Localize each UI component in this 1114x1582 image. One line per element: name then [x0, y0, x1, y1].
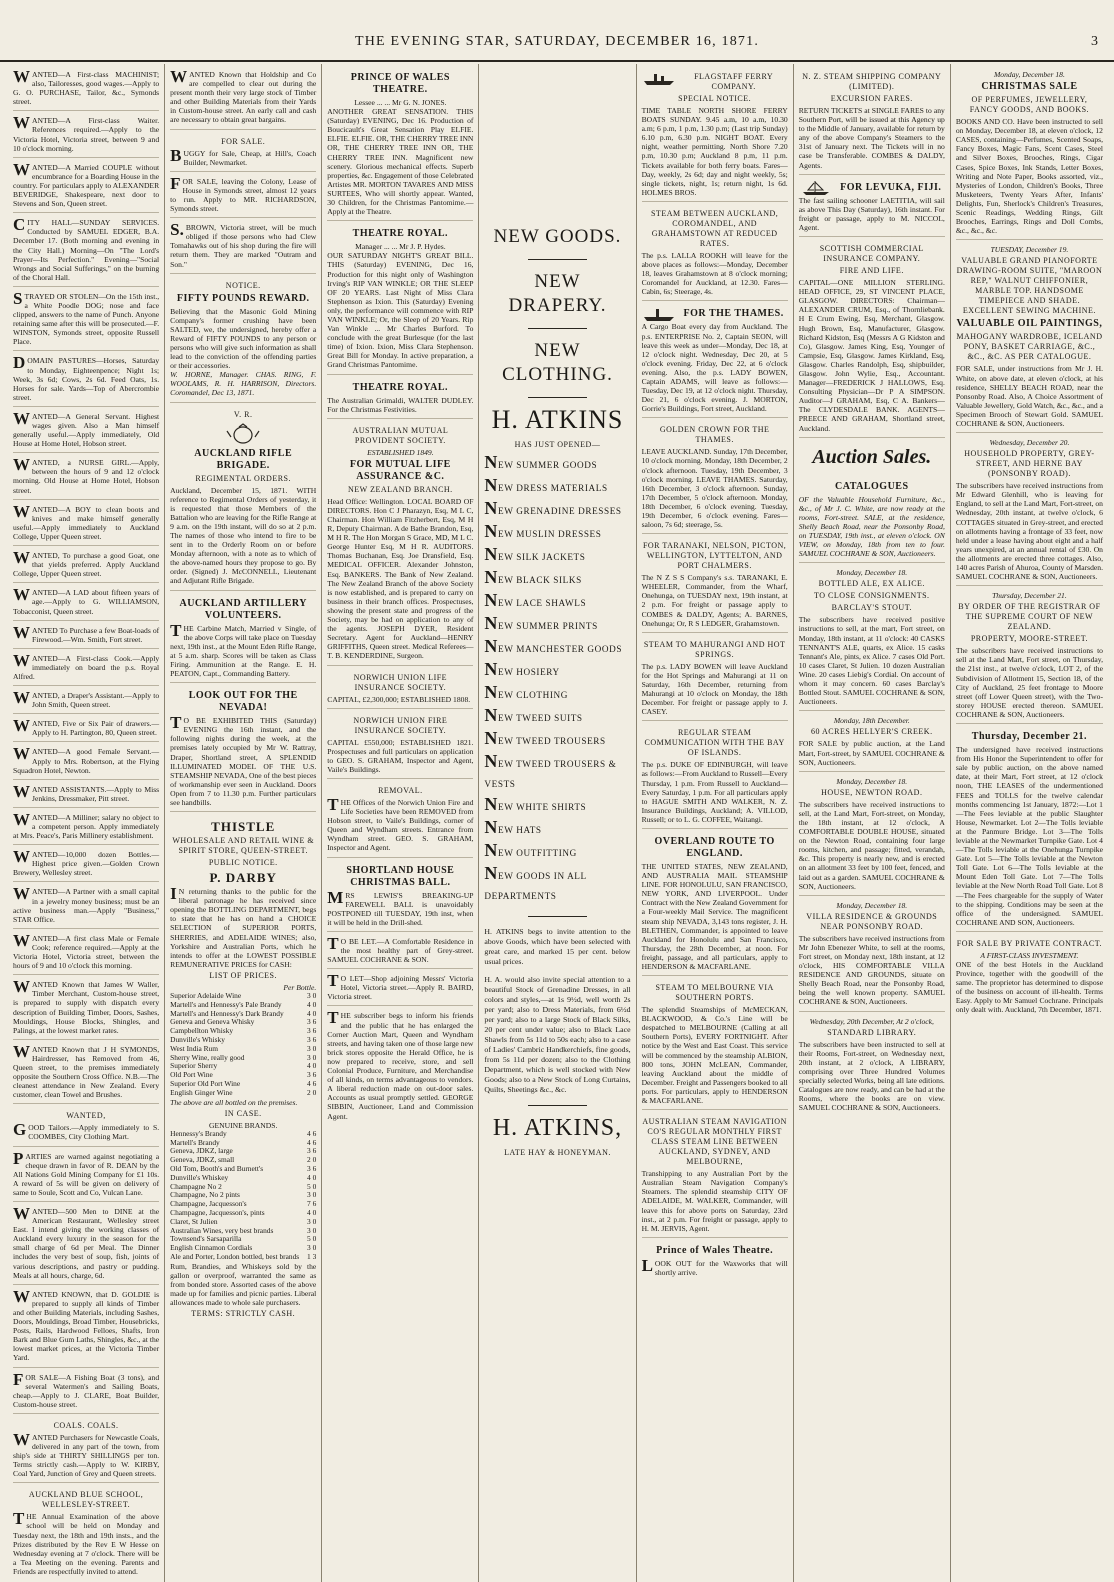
ad-heading: N. Z. STEAM SHIPPING COMPANY (LIMITED).: [802, 72, 942, 91]
ad-australian-steam: AUSTRALIAN STEAM NAVIGATION CO'S REGULAR MONTHLY FIRST CLASS STEAM LINE BETWEEN AUCKLAND, SYDNEY, AND MELBOURNE, Transhipping to any Australian Port by the Australian Steam Navigation Company's Steamers. The splendid steamship CITY OF ADELAIDE, M. WALKER, Commander, will leave this for above ports on Saturday, 23rd inst., at 2 p.m. For freight or passage, apply to H. M. JERVIS, Agent.: [642, 1112, 788, 1238]
price-item: English Ginger Wine: [170, 1087, 233, 1097]
ad-text: WANTED—A Married COUPLE without encumbrance for a Boarding House in the country. For particulars apply to ALEXANDER BEVERIDGE, Shakespeare, next door to Stevens and Son, Queen street.: [13, 159, 160, 209]
price-item: Champagne, Jacquesson's: [170, 1199, 247, 1209]
darby-name: P. DARBY: [209, 870, 277, 886]
price-item: Superior Sherry: [170, 1061, 218, 1071]
steamship-icon: [642, 70, 676, 86]
classified-ad: [13, 1485, 159, 1580]
ad-text: GOOD Tailors.—Apply immediately to S. COOMBES, City Clothing Mart.: [13, 1120, 160, 1142]
price-item: Dunville's Whiskey: [170, 1172, 229, 1182]
price-value: 4 0: [307, 1061, 317, 1071]
ad-flagstaff-ferry: FLAGSTAFF FERRY COMPANY. SPECIAL NOTICE. TIME TABLE NORTH SHORE FERRY BOATS SUNDAY. 9.45 a.m, 10 a.m, 10.30 a.m; 6 p.m, 1 p.m, 1.30 p.m; (Last trip Sunday) 6.10 p.m, 6.30 p.m. NIGHT BOAT. Every night, weather permitting. North Shore 7.20 p.m, 10.30 p.m; Auckland 8 p.m, 11 p.m. Tickets available for both ferry boats. Fares—Day, weekly, 2s 6d; day and night weekly, 5s; single tickets, night, 1s; return night, 1s 6d. HOLMES BROS.: [642, 67, 788, 202]
price-value: 5 0: [307, 1181, 317, 1191]
column-1-wanted-ads: [8, 64, 165, 1582]
ad-text: WANTED To Purchase a few Boat-loads of Firewood.—Wm. Smith, Fort street.: [13, 622, 160, 644]
price-value: 4 0: [307, 1207, 317, 1217]
goods-item: NEW SUMMER GOODS: [484, 452, 598, 472]
ad-heading: AUCKLAND ARTILLERY VOLUNTEERS.: [179, 597, 307, 621]
goods-list: [484, 452, 630, 906]
ad-text: WANTED—A General Servant. Highest wages given. Also a Man himself generally useful.—Apply immediately, Old House at Home Hotel, Hobson street.: [13, 408, 160, 449]
ad-amp-society: AUSTRALIAN MUTUAL PROVIDENT SOCIETY. ESTABLISHED 1849. FOR MUTUAL LIFE ASSURANCE &C. NEW ZEALAND BRANCH. Head Office: Wellington. LOCAL BOARD OF DIRECTORS. Hon C J Pharazyn, Esq, M L C, Chairman. Hon William Fitzherbert, Esq, M H R, Deputy Chairman. A de Bathe Brandon, Esq, M H R. The Hon Morgan S Grace, MD, M L C. George Hunter Esq, M H R. AUDITORS. Thomas Buchanan, Esq. Joe Dransfield, Esq. MEDICAL OFFICER. Alexander Johnston, Esq. BANKERS. The Bank of New Zealand. The New Zealand Branch of the above Society is now established, and is prepared to carry on business in their branch offices. Prospectuses, showing the present state and progress of the Society, may be had on application to any of the agents. JOSEPH DYER, Resident Secretary. Agent for Auckland—HENRY GRIFFITHS, Queen street. Medical Referees—T. B. KENDERDINE, Surgeon.: [327, 421, 473, 666]
columns: [8, 64, 1108, 1576]
ad-heading: CATALOGUES: [835, 480, 909, 492]
divider: [528, 259, 586, 260]
ad-heading: NOTICE.: [225, 280, 261, 290]
price-value: 4 6: [307, 1078, 317, 1088]
price-value: 5 0: [307, 1234, 317, 1244]
ad-heading: STEAM BETWEEN AUCKLAND, COROMANDEL, AND GRAHAMSTOWN AT REDUCED RATES.: [650, 208, 779, 248]
price-value: 3 0: [307, 1243, 317, 1253]
price-value: 2 0: [307, 1087, 317, 1097]
ad-prince-of-wales-theatre: PRINCE OF WALES THEATRE. Lessee ... ... Mr G. N. JONES. ANOTHER GREAT SENSATION. THIS (Saturday) EVENING, Dec 16. Production of Boucicault's Great Sensation Play ELFIE. ELFIE. ELFIE. OR, THE CHERRY TREE INN OR, THE CHERRY TREE INN OR, THE CHERRY TREE INN. Magnificent new scenery. Glorious mechanical effects. Superb properties, &c. Engagement of those Celebrated Artistes MR. MORTON TAVARES AND MISS SURTEES, Who will shortly appear. Wanted, 30 Children, for the Christmas Pantomime.—Apply at the Theatre.: [327, 67, 473, 221]
ad-moore-street: Thursday, December 21. BY ORDER OF THE REGISTRAR OF THE SUPREME COURT OF NEW ZEALAND. PROPERTY, MOORE-STREET. The subscribers have received instructions to sell at the Land Mart, Fort street, on Thursday, the 21st inst., at twelve o'clock, LOT 2, of the Subdivision of Allotment 15, Section 18, of the City of Auckland, 25 feet frontage to Moore street (off Lower Queen street), with the Two-storey HOUSE erected thereon. SAMUEL COCHRANE & SON, Auctioneers.: [956, 588, 1103, 724]
late-hay-honeyman: LATE HAY & HONEYMAN.: [504, 1148, 611, 1157]
ad-catalogues: CATALOGUES OF the Valuable Household Furniture, &c., &c., of Mr J. C. White, are now ready at the rooms, Fort-street. SALE, at the residence, Shelly Beach Road, near the Ponsonby Road, on TUESDAY, 19th inst., at eleven o'clock. ON VIEW, on Monday, 18th from ten to four. SAMUEL COCHRANE & SON, Auctioneers.: [799, 476, 945, 564]
classified-ad: [13, 782, 159, 808]
newspaper-title: THE EVENING STAR, SATURDAY, DECEMBER 16, 1871.: [354, 34, 760, 49]
new-drapery-heading: NEW DRAPERY.: [508, 271, 607, 316]
classified-ad: [13, 744, 159, 779]
ad-heading: FOR SALE.: [221, 136, 266, 146]
steamship-icon: [642, 306, 676, 322]
classified-ad: [13, 623, 159, 649]
ad-pianoforte: TUESDAY, December 19. VALUABLE GRAND PIANOFORTE DRAWING-ROOM SUITE, "MAROON REP," WALNUT CHIFFONIER, MARBLE TOP. HANDSOME TIMEPIECE AND SHADE. EXCELLENT SEWING MACHINE. VALUABLE OIL PAINTINGS, MAHOGANY WARDROBE, ICELAND PONY, BASKET CARRIAGE, &C., &C., &C. AS PER CATALOGUE. FOR SALE, under instructions from Mr J. H. White, on above date, at eleven o'clock, at his residence, SHELLY BEACH ROAD, near the Ponsonby Road. Also, A Choice Assortment of Valuable Jewellery, Gold Watch, &c., &c., and a Specimen Brooch of Stewart Gold. SAMUEL COCHRANE & SON, Auctioneers.: [956, 242, 1103, 433]
page-number: 3: [1091, 34, 1098, 49]
classified-ad: [13, 215, 159, 287]
classified-ad: [13, 847, 159, 882]
goods-item: NEW TWEED TROUSERS: [484, 728, 606, 748]
ad-lease: FOR SALE, leaving the Colony, Lease of House in Symonds street, almost 12 years to run. Apply to MR. RICHARDSON, Symonds street.: [170, 174, 316, 218]
ad-lalla-rookh: STEAM BETWEEN AUCKLAND, COROMANDEL, AND GRAHAMSTOWN AT REDUCED RATES. The p.s. LALLA ROOKH will leave for the above places as follows:—Monday, December 18, leaves Grahamstown at 8 o'clock morning; Coromandel for Auckland, at 12.30. Fares—Cabin, 6s; Steerage, 4s.: [642, 204, 788, 301]
ad-heading: THISTLE: [211, 819, 276, 835]
ad-text: WANTED, a NURSE GIRL.—Apply, between the hours of 9 and 12 o'clock morning. Old House at Home Hotel, Hobson street.: [13, 455, 160, 495]
price-item: West India Rum: [170, 1043, 218, 1053]
atkins-name: H. ATKINS: [491, 405, 624, 434]
ad-holdship: WANTED Known that Holdship and Co are compelled to clear out during the present month their very large stock of Timber and other Building Materials from their Yards in Custom-house street. An early call and cash are necessary to obtain great bargains.: [170, 67, 316, 130]
ad-text: WANTED—A BOY to clean boots and knives and make himself generally useful.—Apply immediately to Auckland College, Upper Queen street.: [13, 501, 160, 541]
goods-item: NEW SUMMER PRINTS: [484, 613, 598, 633]
price-item: Martell's Brandy: [170, 1137, 220, 1147]
classified-ad: [13, 548, 159, 583]
ad-heading: STEAM TO MELBOURNE VIA SOUTHERN PORTS.: [655, 983, 774, 1003]
goods-item: NEW TWEED SUITS: [484, 705, 583, 725]
masthead: [0, 0, 1114, 62]
ad-text: WANTED Known that J H SYMONDS, Hairdresser, has Removed from 46, Queen street, to the premises immediately opposite the Southern Cross Office. N.B.—The cleanest attendance in New Zealand. Every customer, clean Towel and Brushes.: [13, 1041, 160, 1100]
ad-text: WANTED—A Partner with a small capital in a jewelry money business; must be an active business man.—Apply "Business," STAR Office.: [13, 884, 160, 924]
ad-heading: HOUSE, NEWTON ROAD.: [821, 787, 923, 797]
ad-heading: FOR THE THAMES.: [683, 308, 784, 320]
column-5-shipping: [637, 64, 794, 1582]
ad-sibbin: THE subscriber begs to inform his friends and the public that he has enlarged the Corner Auction Mart, Queen and Wyndham streets, and having taken one of those large new brick stores opposite the Herald Office, he is now prepared to receive, store, and sell Colonial Produce, Furniture, and Merchandise of all kinds, on terms advantageous to vendors. A liberal reduction made on out-door sales. Accounts as usual promptly settled. GEORGE SIBBIN, Auctioneer, Land and Commission Agent.: [327, 1008, 474, 1121]
price-item: Champagne, Jacquesson's, pints: [170, 1207, 265, 1217]
price-item: Superior Adelaide Wine: [170, 991, 242, 1000]
ad-heading: BOTTLED ALE, EX ALICE.: [818, 579, 925, 589]
ad-text: WANTED—A First-class MACHINIST; also, Tailoresses, good wages.—Apply to G. O. PURCHASE, Tailor, &c., Symonds street.: [13, 67, 160, 107]
ad-heading: LOOK OUT FOR THE NEVADA!: [188, 690, 298, 714]
column-6: [794, 64, 951, 1582]
ad-heading: REMOVAL.: [378, 785, 423, 795]
ad-text: PARTIES are warned against negotiating a cheque drawn in favor of R. DEAN by the All Nations Gold Mining Company for £1 10s. A reward of 5s will be given on delivery of same to Soule, Scott and Co, Vulcan Lane.: [13, 1148, 160, 1197]
price-value: 3 0: [307, 1043, 317, 1053]
ad-thistle-store: THISTLE WHOLESALE AND RETAIL WINE & SPIRIT STORE, QUEEN-STREET. PUBLIC NOTICE. P. DARBY IN returning thanks to the public for the liberal patronage he has received since opening the BOTTLING DEPARTMENT, begs to state that he has on hand a CHOICE SELECTION of SUPERIOR PORTS, SHERRIES, and ADELAIDE WINES; also, Yorkshire and Australian Ports, which he intends to offer at the LOWEST POSSIBLE REMUNERATIVE PRICES for CASH: LIST OF PRICES. Per Bottle. Superior Adelaide Wine 3 0 Martell's and Hennessy's Pale Brandy 4 0 Martell's and Hennessy's Dark Brandy 4 0 Geneva and Geneva Whisky 3 6 Campbellton Whisky 3 6 Dunville's Whisky 3 6 West India Rum 3 0 Sherry Wine, really good 3 0 Superior Sherry 4 0 Old Port Wine 3 6 Superior Old Port Wine 4 6 English Ginger Wine 2 0 The above are all bottled on the premises. IN CASE. GENUINE BRANDS. Hennessy's Brandy 4 6 Martell's Brandy 4 6 Geneva, JDKZ, large 3 6 Geneva, JDKZ, small 2 0 Old Tom, Booth's and Burnett's 3 6 Dunville's Whiskey 4 0 Champagne No 2 5 0 Champagne, No 2 pints 3 0 Champagne, Jacquesson's 7 6 Champagne, Jacquesson's, pints 4 0 Claret, St Julien 3 0 Australian Wines, very best brands 3 0 Townsend's Sarsaparilla 5 0 English Cinnamon Cordials 3 0 Ale and Porter, London bottled, best brands 1 3 Rum, Brandies, and Whiskeys sold by the gallon or overproof, warranted the same as from bonded store. Assorted cases of the above made up for families and picnic parties. Liberal allowances made to whole sale purchasers. TERMS: STRICTLY CASH.: [170, 819, 317, 1319]
ad-buggy: FOR SALE. BUGGY for Sale, Cheap, at Hill's, Coach Builder, Newmarket.: [170, 132, 316, 172]
goods-item: NEW MANCHESTER GOODS: [484, 636, 623, 656]
column-7: [951, 64, 1108, 1582]
classified-ad: [13, 1416, 159, 1483]
ad-text: WANTED KNOWN, that D. GOLDIE is prepared to supply all kinds of Timber and other Building Materials, including Sashes, Doors, Mouldings, Broad Timber, Housebricks, Posts, Rails, Hardwood Felloes, Shafts, Iron Bark and Blue Gum Laths, Shingles, &c., at the lowest market prices, at the Victoria Timber Yard.: [13, 1286, 160, 1363]
royal-crest-icon: [225, 423, 261, 445]
ad-text: DOMAIN PASTURES—Horses, Saturday to Monday, Eighteenpence; Night 1s; Week, 3s 6d; Cows, 2s 6d. Feed Oats, 1s. Horses for sale. Yards—Top of Abercrombie street.: [13, 353, 160, 402]
goods-item: NEW OUTFITTING: [484, 840, 577, 860]
classified-ad: [13, 67, 159, 111]
ad-text: STRAYED OR STOLEN—On the 15th inst., a White Poodle DOG; nose and face clipped, answers to the name of Punch. Anyone retaining same after this will be prosecuted.—F. WINSTON, Symonds street, opposite Russell Place.: [13, 288, 160, 347]
price-item: Ale and Porter, London bottled, best brands: [170, 1251, 300, 1261]
price-item: Martell's and Hennessy's Pale Brandy: [170, 999, 282, 1009]
ad-overland-route: OVERLAND ROUTE TO ENGLAND. THE UNITED STATES, NEW ZEALAND, AND AUSTRALIA MAIL STEAMSHIP LINE. FOR HONOLULU, SAN FRANCISCO, NEW YORK, AND LIVERPOOL. Under Contract with the New Zealand Government for a Four-weekly Mail Service. The magnificent steam ship NEVADA, 3,143 tons register, J. H. BLETHEN, Commander, is appointed to leave Auckland for Honolulu and San Francisco, Thursday, the 28th December, at noon. For freight, passage, and all particulars, apply to HENDERSON & MACFARLANE.: [642, 831, 788, 976]
new-clothing-heading: NEW CLOTHING.: [502, 340, 613, 385]
price-value: 2 0: [307, 1155, 317, 1165]
goods-item: NEW HOSIERY: [484, 659, 560, 679]
classified-ad: [13, 1042, 159, 1105]
classified-ad: [13, 1149, 159, 1202]
ad-text: WANTED, Five or Six Pair of drawers.—Apply to H. Partington, 80, Queen street.: [13, 716, 160, 738]
classified-ad: [13, 113, 159, 157]
classified-ad: [13, 1287, 159, 1368]
goods-item: NEW GRENADINE DRESSES: [484, 498, 622, 518]
price-value: 3 6: [307, 1034, 317, 1044]
price-value: 3 6: [307, 1163, 317, 1173]
divider: [528, 397, 586, 398]
price-value: 4 0: [307, 1172, 317, 1182]
price-row: [170, 1089, 316, 1098]
ad-mahurangi: STEAM TO MAHURANGI AND HOT SPRINGS. The p.s. LADY BOWEN will leave Auckland for the Hot Springs and Mahurangi at 11 on Saturday, 16th December, returning from Mahurangi at 10 o'clock on Monday, the 18th December. For freight or passage apply to J. CASEY.: [642, 635, 788, 722]
ad-heading: THEATRE ROYAL.: [352, 228, 449, 240]
price-item: Sherry Wine, really good: [170, 1052, 245, 1062]
classified-ad: [13, 409, 159, 453]
ad-heading: Prince of Wales Theatre.: [656, 1244, 774, 1256]
goods-item: NEW DRESS MATERIALS: [484, 475, 608, 495]
price-value: 3 0: [307, 1216, 317, 1226]
ad-heading: FIFTY POUNDS REWARD.: [176, 292, 310, 304]
ad-text: WANTED—A First-class Waiter. References required.—Apply to the Victoria Hotel, Victoria street, between 9 and 10 o'clock morning.: [13, 113, 160, 153]
new-goods-heading: NEW GOODS.: [493, 226, 622, 247]
price-item: English Cinnamon Cordials: [170, 1243, 253, 1253]
goods-item: NEW MUSLIN DRESSES: [484, 521, 602, 541]
ad-nevada-model: LOOK OUT FOR THE NEVADA! TO BE EXHIBITED THIS (Saturday) EVENING the 16th instant, and the following nights during the week, at the premises lately occupied by Mr W. Rattray, Draper, Shortland street, A SPLENDID ILLUMINATED MODEL OF THE U.S. STEAMSHIP NEVADA, One of the best pieces of workmanship ever seen in Auckland. Doors Open from 7 to 11.30 p.m. Further particulars see handbills.: [170, 685, 316, 812]
ad-heading: FLAGSTAFF FERRY COMPANY.: [694, 72, 774, 91]
ad-scottish-insurance: SCOTTISH COMMERCIAL INSURANCE COMPANY. FIRE AND LIFE. CAPITAL—ONE MILLION STERLING. HEAD OFFICE, 29, ST VINCENT PLACE, GLASGOW. DIRECTORS: Chairman—ALEXANDER CRUM, Esq., of Thornliebank. H E Crum Ewing, Esq, Merchant, Glasgow. Hugh Brown, Esq, Manufacturer, Glasgow. Richard Kidston, Esq (Messrs A G Kidston and Co), Glasgow. James King, Esq, Younger of Campsie, Esq, Glasgow. James Kirkland, Esq, Glasgow. Charles Randolph, Esq, shipbuilder, Glasgow. John Wylie, Esq., Accountant. Manager—FREDERICK J HALLOWS, Esq. Consulting Physician—Dr P A SIMPSON. Auditor—J GRAHAM, Esq, C A. Bankers—The CLYDESDALE BANK. AGENTS—PREECE AND GRAHAM, Shortland street, Auckland.: [799, 239, 945, 438]
ad-tolls-leases: Thursday, December 21. The undersigned have received instructions from His Honor the Superintendent to offer for sale by public auction, on the above named date, at their Mart, Fort street, at 12 o'clock noon, THE LEASES of the undermentioned FEES and TOLLS for the twelve calendar months commencing 1st January, 1872:—Lot 1—The Fees leviable at the public Slaughter House, Newmarket. Lot 2—The Tolls leviable at the Panmure Bridge. Lot 3—The Tolls leviable at the Newmarket Turnpike Gate. Lot 4—The Tolls leviable at the Onehunga Turnpike Gate. Lot 5—The Tolls leviable at the Newton Toll Gate. Lot 6—The Tolls leviable at the Mount Eden Toll Gate. Lot 7—The Tolls leviable at the New North Road Toll Gate. Lot 8—The Fees chargeable for the supply of Water to the shipping. Conditions may be seen at the office of the undersigned. SAMUEL COCHRANE AND SON, Auctioneers.: [956, 726, 1103, 932]
price-value: 3 0: [307, 1052, 317, 1062]
price-value: 3 6: [307, 1070, 317, 1080]
classified-ad: [13, 585, 159, 620]
price-value: 4 0: [307, 1008, 317, 1018]
goods-item: NEW HATS: [484, 817, 542, 837]
goods-item: NEW SILK JACKETS: [484, 544, 586, 564]
ad-thames: FOR THE THAMES. A Cargo Boat every day from Auckland. The p.s. ENTERPRISE No. 2, Captain SEON, will leave this week as under—Monday, Dec 18, at 12 o'clock night. Wednesday, Dec 20, at 5 o'clock evening. Friday, Dec 22, at 6 o'clock evening. Also, the p.s. LADY BOWEN, Captain ADAMS, will leave as follows:—Tuesday, Dec 19, at 12 o'clock night. Thursday, Dec 21, 6 o'clock evening. J. MORTON, Gorrie's Buildings, Fort street, Auckland.: [642, 303, 788, 418]
ad-heading: WANTED,: [66, 1111, 106, 1121]
price-value: 3 0: [307, 1225, 317, 1235]
ad-norwich-fire: NORWICH UNION FIRE INSURANCE SOCIETY. CAPITAL £550,000; ESTABLISHED 1821. Prospectuses and full particulars on application to GEO. S. GRAHAM, Inspector and Agent, Vaile's Buildings.: [327, 711, 473, 779]
sailing-ship-icon: [799, 180, 833, 196]
ad-waxworks: Prince of Wales Theatre. LOOK OUT for the Waxworks that will shortly arrive.: [641, 1244, 788, 1277]
column-3: [322, 64, 479, 1582]
price-value: 3 6: [307, 1026, 317, 1036]
ad-heading: STEAM TO MAHURANGI AND HOT SPRINGS.: [643, 639, 786, 659]
ad-bottled-ale: Monday, December 18. BOTTLED ALE, EX ALICE. TO CLOSE CONSIGNMENTS. BARCLAY'S STOUT. The subscribers have received positive instructions to sell, at the mart, Fort street, on Monday, 18th instant, at 11 o'clock: 40 CASKS TENNANT'S ALE, quarts, ex Alice. 15 casks Tennant's Ale, pints, ex Alice. 7 cases Old Port. 10 cases Claret, St Julien. 10 dozen Australian Wine. 20 cases Liebig's Cordial. On account of whom it may concern. 60 cases Barclay's Bottled Stout. SAMUEL COCHRANE & SON, Auctioneers.: [799, 565, 945, 711]
price-value: 3 0: [307, 1190, 317, 1200]
ad-heading: AUCKLAND RIFLE BRIGADE.: [194, 447, 293, 471]
atkins-name-footer: H. ATKINS,: [492, 1115, 623, 1141]
ad-text: WANTED—500 Men to DINE at the American Restaurant, Wellesley street East. I intend giving the working classes of Auckland every luxury in the season for the small charge of 6d per Meal. The Dinner includes the very best of soup, fish, joints of various descriptions, and pastry or pudding. Meals at all hours, charge, 6d.: [13, 1204, 160, 1280]
ad-text: WANTED Known that James W Waller, Timber Merchant, Custom-house street, is prepared to supply with dispatch every description of Building Timber, Doors, Sashes, Mouldings, House Blocks, Shingles, and Palings, at the lowest market rates.: [13, 977, 160, 1035]
classified-ad: [13, 455, 159, 499]
ad-heading: NORWICH UNION LIFE INSURANCE SOCIETY.: [353, 672, 448, 692]
column-2: [165, 64, 322, 1582]
classified-ad: [13, 884, 159, 928]
ad-heading: AUSTRALIAN MUTUAL PROVIDENT SOCIETY.: [352, 425, 449, 445]
price-value: 3 6: [307, 1017, 317, 1027]
price-item: Geneva, JDKZ, small: [170, 1155, 235, 1165]
divider: [528, 916, 586, 917]
classified-ad: [13, 289, 159, 352]
ad-to-let-shop: TO LET—Shop adjoining Messrs' Victoria Hotel, Victoria street.—Apply R. BAIRD, Victoria street.: [327, 971, 473, 1006]
goods-item: NEW BLACK SILKS: [484, 567, 582, 587]
goods-item: NEW TWEED TROUSERS & VESTS: [484, 751, 617, 789]
classified-ad: [13, 1370, 159, 1414]
classified-ad: [13, 502, 159, 546]
price-item: Hennessy's Brandy: [170, 1128, 227, 1138]
ad-heading: VALUABLE GRAND PIANOFORTE DRAWING-ROOM SUITE, "MAROON REP," WALNUT CHIFFONIER, MARBLE TOP. HANDSOME TIMEPIECE AND SHADE. EXCELLENT SEWING MACHINE.: [956, 256, 1103, 316]
goods-item: NEW WHITE SHIRTS: [484, 794, 587, 814]
ad-text: FOR SALE—A Fishing Boat (3 tons), and several Watermen's and Sailing Boats, cheap.—Apply to J. CLARE, Boat Builder, Custom-house street.: [13, 1369, 160, 1409]
price-item: Australian Wines, very best brands: [170, 1225, 274, 1235]
classified-ad: [13, 931, 159, 975]
ad-nz-steam-shipping: N. Z. STEAM SHIPPING COMPANY (LIMITED). EXCURSION FARES. RETURN TICKETS at SINGLE FARES to any Southern Port, will be issued at this Agency up to the Middle of January, available for return by any of the above Company's Steamers to the 31st of January next. The Tickets will in no case be Transferable. COMBES & DALDY, Agents.: [799, 67, 945, 175]
price-item: Old Tom, Booth's and Burnett's: [170, 1163, 264, 1173]
classified-ad: [13, 353, 159, 406]
ad-private-contract: FOR SALE BY PRIVATE CONTRACT. A FIRST-CLASS INVESTMENT. ONE of the best Hotels in the Auckland Province, together with the goodwill of the same. The proprietor has determined to dispose of the business on account of ill-health. Terms Easy. Apply to Mr Samuel Cochrane. Principals only dealt with. Auckland, 7th December, 1871.: [955, 938, 1103, 1015]
price-item: Townsend's Sarsaparilla: [170, 1234, 242, 1244]
ad-heading: VILLA RESIDENCE & GROUNDS NEAR PONSONBY ROAD.: [806, 911, 938, 931]
classified-ad: [13, 1106, 159, 1146]
ad-heading: OVERLAND ROUTE TO ENGLAND.: [654, 835, 775, 859]
ad-heading: FOR LEVUKA, FIJI.: [840, 181, 942, 193]
ad-text: WANTED—A First-class Cook.—Apply immediately on board the p.s. Royal Alfred.: [13, 650, 160, 681]
price-item: Champagne, No 2 pints: [170, 1190, 240, 1200]
ad-heading: COALS. COALS.: [53, 1420, 119, 1430]
price-item: Martell's and Hennessy's Dark Brandy: [170, 1008, 284, 1018]
ad-christmas-sale: Monday, December 18. CHRISTMAS SALE OF PERFUMES, JEWELLERY, FANCY GOODS, AND BOOKS. BOOKS AND CO. Have been instructed to sell on Monday, December 18, at eleven o'clock, 12 CASES, containing—Perfumes, Scented Soaps, Fancy Boxes, Magic Fans, Scent Cases, Steel and Silver Boxes, Brooches, Rings, Cigar Cases, Spice Boxes, Ink Stands, Letter Boxes, Writing and Note Paper, Books assorted, viz., Mysteries of London, Children's Books, Three Musketeers, Twenty Years After, Infants' Delights, Fun, Sherlock's Children's Treasures, Scenic Readings, Wedding Rings, Gilt Brooches, Earrings, Rings and Doll Combs, &c., &c., &c.: [956, 67, 1103, 240]
ad-heading: THEATRE ROYAL.: [352, 381, 449, 393]
vr-monogram: V. R.: [233, 409, 253, 419]
ad-heading: FOR TARANAKI, NELSON, PICTON, WELLINGTON, LYTTELTON, AND PORT CHALMERS.: [642, 541, 787, 571]
ad-text: WANTED—A first class Male or Female Cook; reference required.—Apply at the Victoria Hotel, Victoria street, between the hours of 9 and 10 o'clock this morning.: [13, 930, 160, 971]
case-price-list: [170, 1130, 316, 1262]
price-value: 1 3: [307, 1251, 317, 1261]
ad-text: WANTED, To purchase a good Goat, one that yields preferred. Apply Auckland College, Upper Queen street.: [13, 548, 160, 579]
price-item: Campbellton Whisky: [170, 1026, 234, 1036]
ad-text: WANTED, a Draper's Assistant.—Apply to John Smith, Queen street.: [13, 688, 160, 710]
ad-villa-residence: Monday, December 18. VILLA RESIDENCE & GROUNDS NEAR PONSONBY ROAD. The subscribers have received instructions from Mr John Ebenezer White, to sell at the rooms, Fort street, on Monday next, 18th instant, at 12 o'clock, HIS COMFORTABLE VILLA RESIDENCE AND GROUNDS, situate on Shelly Beach Road, near the Ponsonby Road, being the well known property. SAMUEL COCHRANE & SON, Auctioneers.: [799, 898, 945, 1012]
ad-heading: Thursday, December 21.: [971, 731, 1088, 743]
price-item: Geneva and Geneva Whisky: [170, 1017, 255, 1027]
price-item: Champagne No 2: [170, 1181, 222, 1191]
ad-rifle-brigade: V. R. AUCKLAND RIFLE BRIGADE. REGIMENTAL ORDERS. Auckland, December 15, 1871. WITH reference to Regimental Orders of yesterday, it is requested that those Members of the Battalion who are leaving for the Rifle Range at 9 a.m. on the 19th instant, will do so at 2 p.m. The names of those who intend to fire to be sent in to the Orderly Room on or before Monday afternoon, with a note as to which of the above-named hours they propose to go. By order. (Signed) J. McCONNELL, Lieutenant and Adjutant Rifle Brigade.: [170, 405, 316, 591]
ad-text: WANTED Purchasers for Newcastle Coals, delivered in any part of the town, from ship's side at THIRTY SHILLINGS per ton. Terms strictly cash.—Apply to W. KIRBY, Coal Yard, Junction of Grey and Queen streets.: [13, 1429, 160, 1479]
ad-theatre-royal: THEATRE ROYAL. Manager ... ... Mr J. P. Hydes. OUR SATURDAY NIGHT'S GREAT BILL. THIS (Saturday) EVENING, Dec 16, Production for this night only of Washington Irving's RIP VAN WINKLE; OR THE SLEEP OF 20 YEARS. Last Night of Miss Clara Stephenson as Ixion. This (Saturday) Evening only, the performance will commence with RIP VAN WINKLE; Or, the Sleep of 20 Years. Rip Van Winkle ... Mr Charles Burford. To conclude with the great Burlesque (for the last time) of Ixion. Ixion, Miss Clara Stephenson. Great Bill for Monday. In active preparation, a Grand Christmas Pantomime.: [327, 223, 473, 374]
price-value: 7 6: [307, 1199, 317, 1209]
ad-newton-road: Monday, December 18. HOUSE, NEWTON ROAD. The subscribers have received instructions to sell, at the Land Mart, Fort-street, on Monday, the 18th instant, at 12 o'clock, A COMFORTABLE DOUBLE HOUSE, situated on the Newton Road, containing four large rooms, kitchen, and passage; fitted, verandah, &c. This property is nearly new, and is erected on an allotment 33 feet by 100 feet, fenced, and laid out as a garden. SAMUEL COCHRANE & SON, Auctioneers.: [799, 774, 945, 896]
ad-text: CITY HALL—SUNDAY SERVICES. Conducted by SAMUEL EDGER, B.A. December 17. (Both morning and evening in the City Hall.) Morning—On "The Lord's Prayer—Its Perfection." Evening—"Social Wrongs and Social Sufferings," on the burning of the Choral Hall.: [13, 215, 160, 282]
price-value: 3 6: [307, 1146, 317, 1156]
ad-standard-library: Wednesday, 20th December, At 2 o'clock, STANDARD LIBRARY. The subscribers have been instructed to sell at their Rooms, Fort-street, on Wednesday next, 20th instant, at 2 o'clock, A LIBRARY, comprising over Three Hundred Volumes specially selected Works, being all late editions. Catalogues are now ready, and can be had at the Rooms, where the books are on view. SAMUEL COCHRANE & SON, Auctioneers.: [798, 1016, 945, 1113]
ad-to-let: TO BE LET.—A Comfortable Residence in the most healthy part of Grey-street. SAMUEL COCHRANE & SON.: [327, 934, 473, 969]
ad-text: WANTED—A good Female Servant.—Apply to Mrs. Robertson, at the Flying Squadron Hotel, Newton.: [13, 744, 160, 775]
ad-heading: 60 ACRES HELLYER'S CREEK.: [810, 727, 933, 737]
price-item: Superior Old Port Wine: [170, 1078, 241, 1088]
classified-ad: [13, 651, 159, 686]
ad-bay-of-islands: REGULAR STEAM COMMUNICATION WITH THE BAY OF ISLANDS. The p.s. DUKE OF EDINBURGH, will leave as follows:—From Auckland to Russell—Every Thursday, 1 p.m. From Russell to Auckland—Every Saturday, 1 p.m. For all particulars apply to HAGUE SMITH AND WALKER, N. Z. Insurance Buildings, Auckland; A. VILLOD, Russell; or to L. G. COFFEE, Waitangi.: [642, 723, 788, 829]
ad-heading: SHORTLAND HOUSE CHRISTMAS BALL.: [346, 864, 455, 888]
goods-item: NEW CLOTHING: [484, 682, 568, 702]
ad-heading: AUCKLAND BLUE SCHOOL, WELLESLEY-STREET.: [28, 1490, 144, 1510]
column-4-atkins: NEW GOODS. NEW DRAPERY. NEW CLOTHING. H. ATKINS HAS JUST OPENED— NEW SUMMER GOODS NEW DRESS MATERIALS NEW GRENADINE DRESSES NEW MUSLIN DRESSES NEW SILK JACKETS NEW BLACK SILKS NEW LACE SHAWLS NEW SUMMER PRINTS NEW MANCHESTER GOODS NEW HOSIERY NEW CLOTHING NEW TWEED SUITS NEW TWEED TROUSERS NEW TWEED TROUSERS & VESTS NEW WHITE SHIRTS NEW HATS NEW OUTFITTING NEW GOODS IN ALL DEPARTMENTS H. ATKINS begs to invite attention to the above Goods, which have been selected with great care, and marked 15 per cent. below usual prices. H. A. would also invite special attention to a beautiful Stock of Grenadine Dresses, in all colors and styles,—at 1s 9½d, well worth 2s per yard; also to Dress Materials, from 6½d per yard; also to a large Stock of Black Silks, 20 per cent under value; also to Black Lace Shawls from 5s 11d to 50s each; also to a case of Ladies' Cambric Handkerchiefs, fine goods, from 5s 11d per dozen; also to the Clothing Department, which is well stocked with New Goods; also to a New Stock of Long Curtains, Quilts, Sheetings &c., &c. H. ATKINS, LATE HAY & HONEYMAN.: [479, 64, 636, 1582]
classified-ad: [13, 977, 159, 1040]
ad-text: WANTED ASSISTANTS.—Apply to Miss Jenkins, Dressmaker, Pitt street.: [13, 781, 160, 803]
ad-heading: CHRISTMAS SALE: [981, 81, 1078, 93]
divider: [528, 1105, 586, 1106]
ad-heading: PRINCE OF WALES THEATRE.: [350, 72, 450, 95]
goods-item: NEW GOODS IN ALL DEPARTMENTS: [484, 863, 587, 901]
price-value: 3 0: [307, 991, 317, 1000]
ad-heading: BY ORDER OF THE REGISTRAR OF THE SUPREME COURT OF NEW ZEALAND.: [958, 602, 1101, 632]
ad-heading: GOLDEN CROWN FOR THE THAMES.: [659, 425, 770, 445]
divider: [528, 328, 586, 329]
ad-christmas-ball: SHORTLAND HOUSE CHRISTMAS BALL. MRS LEWIS'S BREAKING-UP FAREWELL BALL is unavoidably POSTPONED till TUESDAY, 19th inst, when it will be held in the Drill-shed.: [327, 860, 473, 932]
ad-text: WANTED—A LAD about fifteen years of age.—Apply to G. WILLIAMSON, Tobacconist, Queen street.: [13, 585, 160, 616]
ad-hellyers-creek: Monday, 18th December. 60 ACRES HELLYER'S CREEK. FOR SALE by public auction, at the Land Mart, Fort-street, by SAMUEL COCHRANE & SON, Auctioneers.: [799, 713, 945, 771]
price-item: Old Port Wine: [170, 1070, 213, 1080]
price-item: Dunville's Whisky: [170, 1034, 225, 1044]
ad-heading: HOUSEHOLD PROPERTY, GREY-STREET, AND HERNE BAY (PONSONBY ROAD).: [964, 449, 1095, 479]
price-value: 4 0: [307, 999, 317, 1009]
ad-artillery: AUCKLAND ARTILLERY VOLUNTEERS. THE Carbine Match, Married v Single, of the above Corps will take place on Tuesday next, 19th inst., at the Mount Eden Rifle Range, at 5 a.m. sharp. Scores will be taken as Class Firing. Ammunition at the Range. E. H. PEATON, Capt., Commanding Battery.: [170, 593, 316, 684]
price-item: Claret, St Julien: [170, 1216, 218, 1226]
ad-brown: S.BROWN, Victoria street, will be much obliged if those persons who had Clew Tomahawks out of his shop during the fire will return them. They are marked "Outram and Son.": [170, 220, 316, 273]
ad-levuka: FOR LEVUKA, FIJI. The fast sailing schooner LAETITIA, will sail as above This Day (Saturday), 16th instant. For freight or passage, apply to M. NICCOL, Agent.: [799, 177, 945, 237]
ad-theatre-royal-dudley: THEATRE ROYAL. The Australian Grimaldi, WALTER DUDLEY. For the Christmas Festivities.: [327, 377, 473, 419]
classified-ad: [13, 1204, 159, 1285]
ad-norwich-life: NORWICH UNION LIFE INSURANCE SOCIETY. CAPITAL, £2,300,000; ESTABLISHED 1808.: [327, 668, 473, 709]
ad-heading: REGULAR STEAM COMMUNICATION WITH THE BAY OF ISLANDS.: [644, 728, 785, 758]
price-value: 4 6: [307, 1128, 317, 1138]
goods-item: NEW LACE SHAWLS: [484, 590, 587, 610]
ad-removal: REMOVAL. THE Offices of the Norwich Union Fire and Life Societies have been REMOVED from Hobson street, to Vaile's Buildings, corner of Queen and Wyndham streets. Entrance from Wyndham street. GEO. S. GRAHAM, Inspector and Agent.: [327, 781, 473, 858]
classified-ad: [13, 160, 159, 213]
ad-heading: NORWICH UNION FIRE INSURANCE SOCIETY.: [353, 715, 448, 735]
auction-sales-heading: Auction Sales.: [812, 445, 932, 468]
classified-ad: [13, 810, 159, 845]
ad-text: THE Annual Examination of the above school will be held on Monday and Tuesday next, the 18th and 19th insts., and the Prizes distributed by the Rev E W Hesse on Wednesday evening at 7 o'clock. There will be a Tea Meeting on the evening. Parents and Friends are respectfully invited to attend.: [13, 1509, 160, 1576]
price-value: 4 6: [307, 1137, 317, 1147]
ad-heading: FOR SALE BY PRIVATE CONTRACT.: [956, 938, 1103, 948]
ad-heading: SCOTTISH COMMERCIAL INSURANCE COMPANY.: [819, 244, 924, 264]
ad-steam-melbourne: STEAM TO MELBOURNE VIA SOUTHERN PORTS. The splendid Steamships of McMECKAN, BLACKWOOD, & Co.'s Line will be despatched to MELBOURNE (Calling at all Southern Ports), EVERY FORTNIGHT. After notice by the West and East Coast. This service will be commenced by the steamship ALBION, 800 tons, JOHN McLEAN, Commander, leaving Auckland about the middle of December. Freight and Passengers booked to all ports. For particulars, apply to HENDERSON & MACFARLANE.: [642, 978, 788, 1110]
ad-heading: STANDARD LIBRARY.: [827, 1027, 917, 1037]
ad-taranaki: FOR TARANAKI, NELSON, PICTON, WELLINGTON, LYTTELTON, AND PORT CHALMERS. The N Z S S Company's s.s. TARANAKI, E. WHEELER, Commander, from the Wharf, Onehunga, on TUESDAY next, 19th instant, at 2 p.m. For freight or passage apply to COMBES & DALDY, Agents; A. BARNES, Onehunga; Or, R S LEDGER, Grahamstown.: [642, 536, 788, 633]
ad-text: WANTED—10,000 dozen Bottles.—Highest price given.—Golden Crown Brewery, Wellesley street.: [13, 847, 160, 878]
ad-golden-crown: GOLDEN CROWN FOR THE THAMES. LEAVE AUCKLAND. Sunday, 17th December, 10 o'clock morning. Monday, 18th December, 2 o'clock afternoon. Tuesday, 19th December, 3 o'clock morning. LEAVE THAMES. Saturday, 16th December, 3 o'clock afternoon. Sunday, 17th December, 5 o'clock afternoon. Monday, 18th December, 6 o'clock evening. Tuesday, 19th December, 6 o'clock evening. Fares—saloon, 7s 6d; steerage, 5s.: [642, 420, 788, 534]
ad-heading: AUSTRALIAN STEAM NAVIGATION CO'S REGULAR MONTHLY FIRST CLASS STEAM LINE BETWEEN AUCKLAND, SYDNEY, AND MELBOURNE,: [642, 1117, 787, 1167]
ad-grey-street-property: Wednesday, December 20. HOUSEHOLD PROPERTY, GREY-STREET, AND HERNE BAY (PONSONBY ROAD). The subscribers have received instructions from Mr Edward Glenhill, who is leaving for England, to sell at the Land Mart, Fort-street, on Wednesday, 20th instant, at twelve o'clock, 6 COTTAGES situated in Grey-street, and erected on allotments having a frontage of 33 feet, now held under a lease having about eight and a half years unexpired, at an annual rental of £30. On the allotments are erected three cottages. Also, 140 acres Parish of Ahuroa, County of Marsden. SAMUEL COCHRANE & SON, Auctioneers.: [956, 435, 1103, 586]
classified-ad: [13, 688, 159, 714]
price-item: Geneva, JDKZ, large: [170, 1146, 233, 1156]
ad-text: WANTED—A Milliner; salary no object to a competent person. Apply immediately at Mrs. Peace's, Paris Millinery establishment.: [13, 809, 160, 841]
classified-ad: [13, 716, 159, 742]
price-list: [170, 992, 316, 1098]
price-row: [170, 1253, 316, 1262]
ad-reward: NOTICE. FIFTY POUNDS REWARD. Believing that the Masonic Gold Mining Company's former crushing have been SALTED, we, the undersigned, hereby offer a Reward of FIFTY POUNDS to any person or persons who will give such information as shall lead to the conviction of the offending parties or their accessories. W. HORNE, Manager. CHAS. RING, F. WOOLAMS, R. H. HARRISON, Directors. Coromandel, Dec 13, 1871.: [170, 276, 316, 403]
